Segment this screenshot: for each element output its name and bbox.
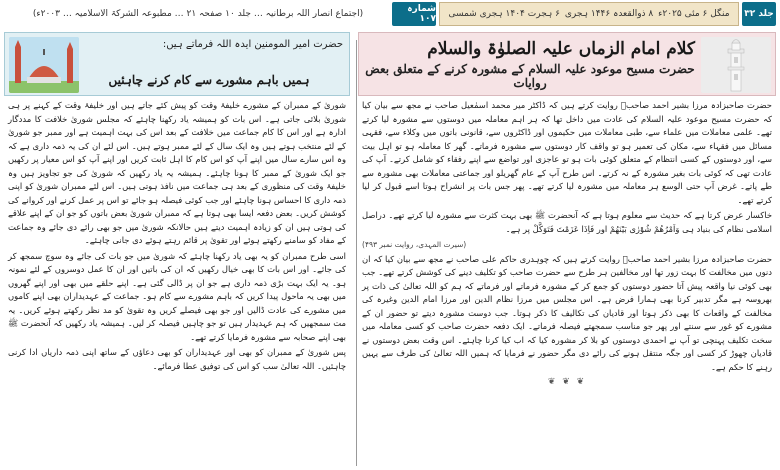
right-column-header <box>358 32 776 96</box>
date-hijri-qamri: ۸ ذوالقعدہ ۱۴۴۶ ہجری <box>564 9 654 19</box>
date-hijri-shamsi: ۶ ہجرت ۱۴۰۴ ہجری شمسی <box>448 9 560 19</box>
left-paragraph-1: شوریٰ کے ممبران کے مشورے خلیفۂ وقت کو پیش کئے جاتے ہیں اور خلیفۂ وقت کے کہنے پر ہی شوریٰ بلائی جاتی ہے۔ اس بات کو ہمیشہ یاد رکھنا چاہئے کہ مجلس شوریٰ خلافت کا مددگار ادارہ ہے اور اس کا کام جماعت میں خلافت کے بعد اس کی بہت اہمیت ہے اور ممبر جو شوریٰ کے لئے منتخب ہوتے ہیں وہ ایک سال کے لئے ممبر ہوتے ہیں۔ اس لئے ان کی یہ ذمہ داری ہے کہ وہ اس سارے سال میں اپنے آپ کو اس کام کا اہل ثابت کریں اور اپنے آپ کو اس معیار پر رکھیں جو ایک شوریٰ کے ممبر کا ہونا چاہئے۔ ہمیشہ یہ یاد رکھیں کہ شوریٰ کی جو تجاویز ہیں وہ خلیفۂ وقت کی منظوری کے بعد ہی جماعت میں نافذ ہوتی ہیں۔ اس لئے ممبران شوریٰ کو اپنی ذمہ داری کا احساس ہونا چاہئے اور جب کوئی فیصلہ ہو جائے تو اس پر عمل کرنے اور کروانے کی کوشش کریں۔ بعض دفعہ ایسا بھی ہوتا ہے کہ ممبران شوریٰ بعض باتوں کو جو ان کے اپنے علاقے کی ہوتی ہیں ان کو زیادہ اہمیت دیتے ہیں حالانکہ شوریٰ میں جو بھی رائے دی جائے وہ جماعت کے مفاد کو سامنے رکھتے ہوئے اور تقویٰ پر قائم رہتے ہوئے دی جانی چاہئے۔ <box>8 100 346 245</box>
right-paragraph-2: خاکسار عرض کرتا ہے کہ حدیث سے معلوم ہوتا ہے کہ آنحضرت ﷺ بھی بہت کثرت سے مشورہ لیا کرتے تھے۔ دراصل اسلامی نظام کی بنیاد ہی وَاَمْرُھُمْ شُوْرٰی بَیْنَھُمْ اور فَاِذَا عَزَمْتَ فَتَوَکَّلْ پر ہے۔ <box>362 210 772 234</box>
right-column <box>358 32 776 468</box>
volume-badge: جلد ۳۲ <box>742 2 776 26</box>
right-article-body <box>358 96 776 390</box>
right-paragraph-3: حضرت صاحبزادہ مرزا بشیر احمد صاحبؓ روایت کرتے ہیں کہ چوہدری حاکم علی صاحب نے مجھ سے بیان کیا کہ ان دنوں میں مخالفت کا بہت زور تھا اور مخالفین ہر طرح سے حضرت صاحب کو تکلیف دینے کی کوشش کرتے تھے۔ جب بھی کوئی نیا واقعہ پیش آتا حضور دوستوں کو جمع کر کے مشورہ فرماتے اور فرماتے کہ ہم کو اللہ تعالیٰ کی ذات پر بھروسہ ہے مگر تدبیر کرنا بھی ہمارا فرض ہے۔ اس مجلس میں مرزا نظام الدین اور مرزا امام الدین وغیرہ کی مخالفت کے واقعات کا بھی ذکر ہوتا اور قادیان کی تکالیف کا ذکر ہوتا۔ جب دوست مشورہ دیتے تو حضور ان کے مشورے کو غور سے سنتے اور پھر جو مناسب سمجھتے فیصلہ فرماتے۔ ایک دفعہ حضرت صاحب کو کسی معاملہ میں سخت تکلیف پہنچی تو آپ نے احمدی دوستوں کو بلا کر مشورہ کیا کہ اب کیا کرنا چاہئے۔ اس وقت بعض دوستوں نے قادیان چھوڑ کر کسی اور جگہ منتقل ہونے کی رائے دی مگر حضور نے فرمایا کہ ہمیں اللہ تعالیٰ کی طرف سے یہیں رہنے کا حکم ہے۔ <box>362 253 772 372</box>
right-column-title: کلام امام الزماں علیہ الصلوٰۃ والسلام <box>427 39 695 59</box>
date-strip <box>439 2 739 26</box>
mosque-icon <box>9 37 79 93</box>
minaret-icon <box>701 37 771 93</box>
source-reference: (اجتماع انصار اللہ برطانیہ … جلد ۱۰ صفحہ ۲۱ … مطبوعہ الشرکۃ الاسلامیہ … ۲۰۰۳ء) <box>32 9 364 19</box>
left-column <box>4 32 350 468</box>
date-gregorian: منگل ۶ مئی ۲۰۲۵ء <box>658 9 730 19</box>
left-article-body <box>4 96 350 373</box>
issue-badge: شمارہ ۱۰۷ <box>392 2 436 26</box>
right-paragraph-1: حضرت صاحبزادہ مرزا بشیر احمد صاحبؓ روایت کرتے ہیں کہ ڈاکٹر میر محمد اسمٰعیل صاحب نے مجھ سے بیان کیا کہ حضرت مسیح موعود علیہ السلام کی عادت میں داخل تھا کہ ہر اہم معاملہ میں دوستوں سے مشورہ لیا کرتے تھے۔ علمی معاملات میں علماء سے، طبی معاملات میں حکیموں اور ڈاکٹروں سے، قانونی باتوں میں وکلاء سے، فقہی مسائل میں فقہاء سے، مکان کی تعمیر ہو تو واقف کار دوستوں سے مشورہ فرماتے۔ گھر کا معاملہ ہو تو اہل بیت سے، اور دوستوں کے کسی انتظام کے متعلق کوئی بات ہو تو عاجزی اور تواضع سے اپنے رفقاء کو شامل کرتے۔ آپ کی عادت تھی کہ کوئی بات بغیر مشورہ کے نہ کرتے۔ اس طرح آپ کے عام گھریلو اور جماعتی معاملات بھی مشورہ سے طے پاتے۔ غرض آپ حتی الوسع ہر معاملہ میں مشورہ لیا کرتے تھے۔ پھر جس بات پر انشراح ہوتا اسے قبول کر لیا کرتے تھے۔ <box>362 100 772 205</box>
left-column-header <box>4 32 350 96</box>
left-paragraph-3: پس شوریٰ کے ممبران کو بھی اور عہدیداران کو بھی دعاؤں کے ساتھ اپنی ذمہ داریاں ادا کرنی چاہئیں۔ اللہ تعالیٰ سب کو اس کی توفیق عطا فرمائے۔ <box>8 347 346 371</box>
masthead-bar <box>4 2 776 26</box>
left-column-title: حضرت امیر المومنین ایدہ اللہ فرماتے ہیں: <box>162 39 343 50</box>
right-ornament: ❦ ❦ ❦ <box>547 377 587 387</box>
left-paragraph-2: اسی طرح ممبران کو یہ بھی یاد رکھنا چاہئے کہ شوریٰ میں جو بات کی جائے وہ سوچ سمجھ کر کی جائے۔ اور اس بات کا بھی خیال رکھیں کہ ان کی باتیں اور ان کا عمل دوسروں کے لئے نمونہ ہو۔ یہ ایک بہت بڑی ذمہ داری ہے جو ان پر ڈالی گئی ہے۔ اپنے حلقے میں بھی اور اپنے گھروں میں بھی یہ ماحول پیدا کریں کہ باہم مشورے سے کام ہو۔ جماعت کے عہدیداران بھی اپنے کاموں میں مشورے کی عادت ڈالیں اور جو بھی فیصلے کریں وہ تقویٰ کو مد نظر رکھتے ہوئے کریں۔ یہ مت سمجھیں کہ ہم عہدیدار ہیں تو جو چاہیں فیصلہ کر لیں۔ ہمیشہ یاد رکھیں کہ آنحضرت ﷺ بھی اپنے صحابہ سے مشورہ فرمایا کرتے تھے۔ <box>8 250 346 342</box>
right-column-subtitle: حضرت مسیح موعود علیہ السلام کے مشورہ کرنے کے متعلق بعض روایات <box>365 62 695 90</box>
column-divider <box>356 40 357 466</box>
left-column-subtitle: ہمیں باہم مشورے سے کام کرنے چاہئیں <box>108 73 310 87</box>
right-reference: (سیرت المہدی، روایت نمبر ۴۹۳) <box>362 240 467 249</box>
